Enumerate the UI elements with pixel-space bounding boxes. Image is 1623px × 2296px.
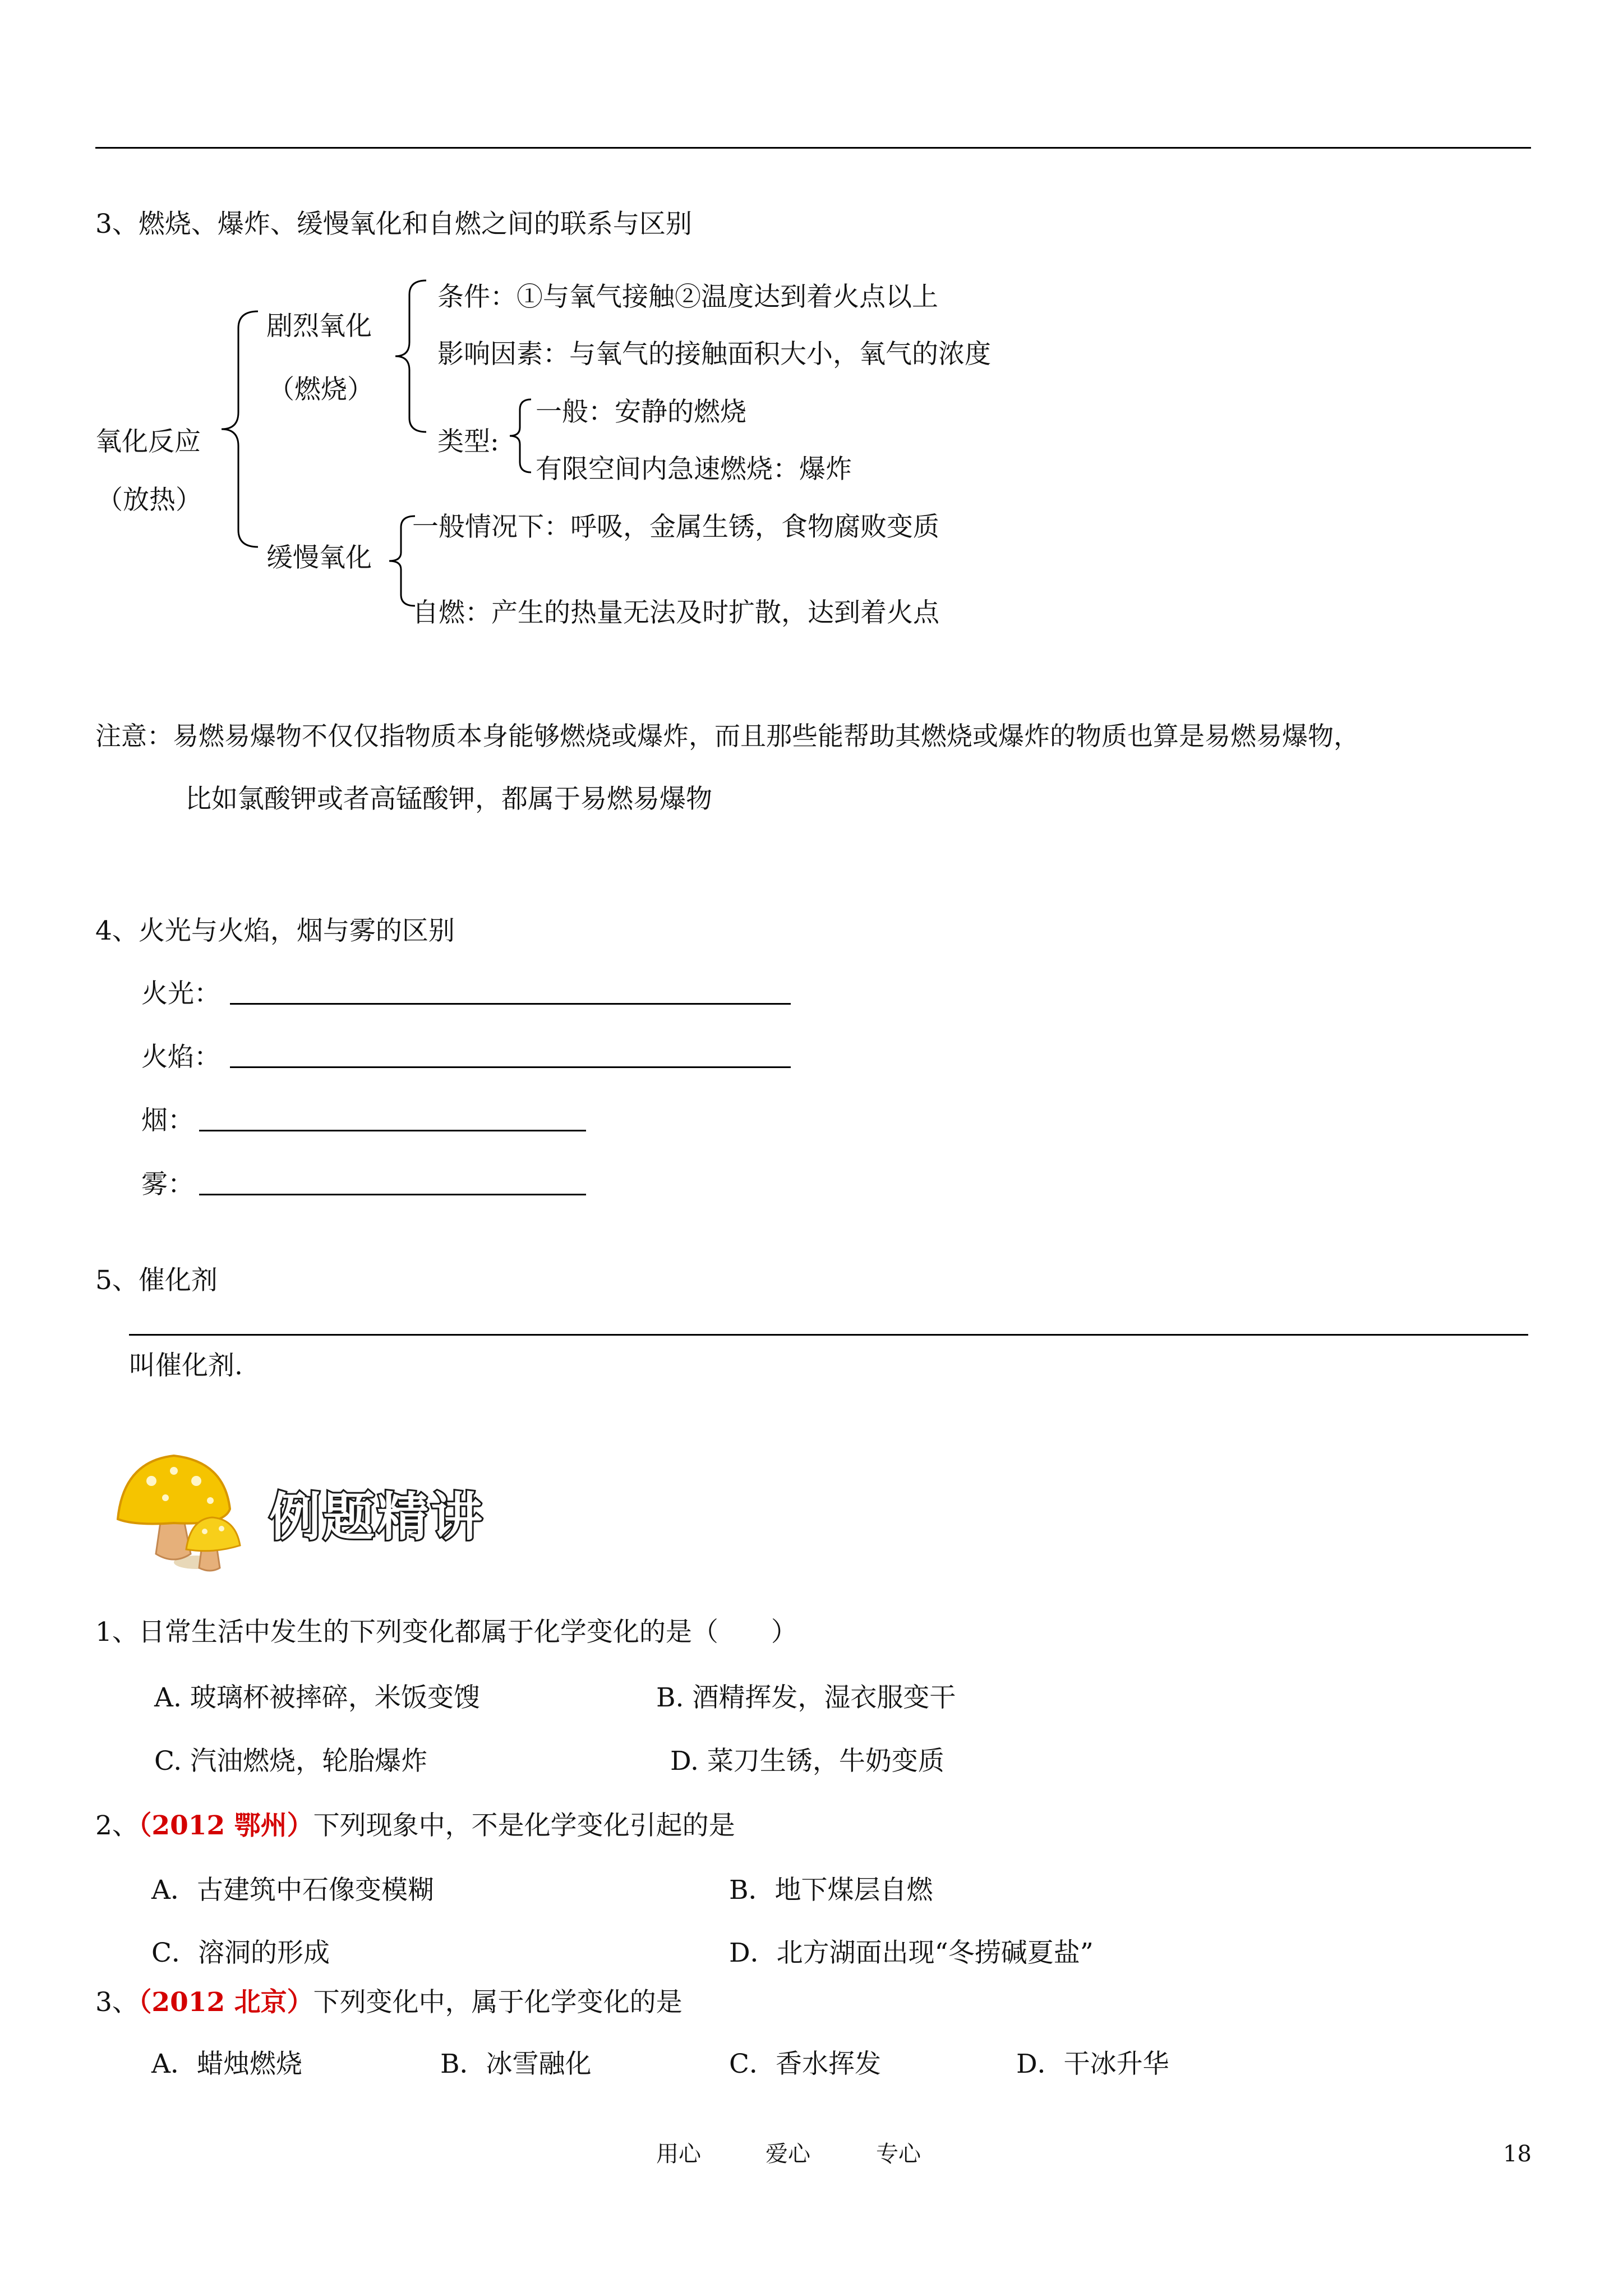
- root-label: 氧化反应: [95, 426, 201, 457]
- q3-source-tag: （2012 北京）: [138, 1987, 313, 2018]
- smoke-label: 烟：: [141, 1105, 194, 1136]
- fire-light-blank[interactable]: [230, 1003, 791, 1005]
- catalyst-blank[interactable]: [129, 1334, 1528, 1336]
- footer-motto-1: 用心: [656, 2141, 701, 2167]
- fast-brace: [393, 280, 432, 432]
- q2-stem-line: [95, 1809, 735, 1843]
- q2-option-a[interactable]: A．古建筑中石像变模糊: [151, 1875, 434, 1906]
- q2-option-b[interactable]: B．地下煤层自燃: [729, 1875, 933, 1906]
- fast-oxidation-label: 剧烈氧化: [266, 311, 372, 342]
- q3-number: 3、: [95, 1987, 139, 2018]
- root-brace: [219, 311, 264, 547]
- section4-title: 4、火光与火焰，烟与雾的区别: [95, 915, 455, 946]
- q2-source-tag: （2012 鄂州）: [138, 1810, 313, 1841]
- q3-stem-line: [95, 1986, 683, 2019]
- type-normal: 一般：安静的燃烧: [536, 397, 746, 427]
- factor-line: 影响因素：与氧气的接触面积大小，氧气的浓度: [437, 339, 991, 370]
- q1-stem: 1、日常生活中发生的下列变化都属于化学变化的是（ ）: [95, 1617, 797, 1648]
- note-line-2: 比如氯酸钾或者高锰酸钾，都属于易燃易爆物: [185, 784, 712, 815]
- type-label: 类型:: [437, 426, 499, 457]
- smoke-blank[interactable]: [199, 1130, 586, 1131]
- footer-motto-3: 专心: [876, 2141, 921, 2167]
- q2-number: 2、: [95, 1810, 139, 1841]
- section3-title: 3、燃烧、爆炸、缓慢氧化和自燃之间的联系与区别: [95, 209, 692, 240]
- q1-option-a[interactable]: A. 玻璃杯被摔碎，米饭变馊: [154, 1682, 480, 1713]
- section5-title: 5、催化剂: [95, 1265, 218, 1296]
- q1-option-b[interactable]: B. 酒精挥发，湿衣服变干: [656, 1682, 956, 1713]
- type-brace: [508, 399, 536, 472]
- flame-label: 火焰：: [141, 1042, 220, 1073]
- q3-option-b[interactable]: B．冰雪融化: [440, 2049, 592, 2079]
- q2-option-c[interactable]: C．溶洞的形成: [151, 1938, 330, 1968]
- q3-option-c[interactable]: C．香水挥发: [729, 2049, 881, 2079]
- slow-normal: 一般情况下：呼吸，金属生锈，食物腐败变质: [412, 512, 939, 542]
- header-rule: [95, 147, 1531, 149]
- footer-motto-2: 爱心: [766, 2141, 810, 2167]
- q3-option-a[interactable]: A．蜡烛燃烧: [151, 2049, 302, 2079]
- note-line-1: 注意：易燃易爆物不仅仅指物质本身能够燃烧或爆炸，而且那些能帮助其燃烧或爆炸的物质也算是易燃易爆物，: [95, 721, 1359, 751]
- q1-option-c[interactable]: C. 汽油燃烧，轮胎爆炸: [154, 1746, 428, 1777]
- q3-option-d[interactable]: D．干冰升华: [1016, 2049, 1169, 2079]
- page-number: 18: [1503, 2141, 1532, 2167]
- root-sub: （放热）: [96, 485, 202, 516]
- condition-line: 条件：①与氧气接触②温度达到着火点以上: [437, 282, 938, 312]
- spontaneous-combustion: 自燃：产生的热量无法及时扩散，达到着火点: [412, 597, 939, 628]
- catalyst-tail: 叫催化剂.: [129, 1350, 243, 1381]
- q2-stem: 下列现象中，不是化学变化引起的是: [313, 1810, 735, 1841]
- mushroom-icon: [112, 1447, 258, 1576]
- q3-stem: 下列变化中，属于化学变化的是: [313, 1987, 683, 2018]
- fog-label: 雾：: [141, 1169, 194, 1200]
- q1-option-d[interactable]: D. 菜刀生锈，牛奶变质: [670, 1746, 944, 1777]
- fog-blank[interactable]: [199, 1194, 586, 1195]
- slow-oxidation-label: 缓慢氧化: [266, 542, 372, 573]
- type-explosion: 有限空间内急速燃烧：爆炸: [536, 454, 852, 485]
- q2-option-d[interactable]: D．北方湖面出现“冬捞碱夏盐”: [729, 1938, 1094, 1968]
- fast-oxidation-sub: （燃烧）: [268, 374, 374, 405]
- flame-blank[interactable]: [230, 1066, 791, 1068]
- banner-title: 例题精讲: [269, 1487, 485, 1547]
- fire-light-label: 火光：: [141, 978, 220, 1009]
